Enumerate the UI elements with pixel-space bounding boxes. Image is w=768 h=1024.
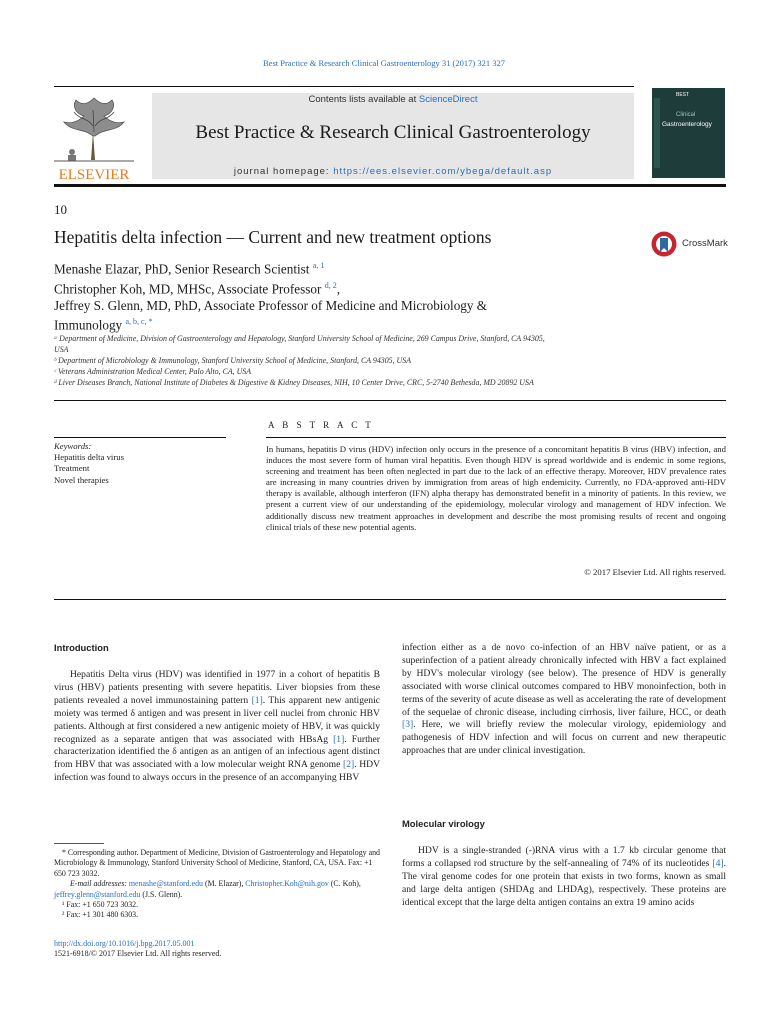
keyword-item: Hepatitis delta virus [54, 452, 124, 463]
article-number: 10 [54, 202, 67, 217]
affiliation-a: ᵃ Department of Medicine, Division of Gastroenterology and Hepatology, Stanford University School of Medicine, 269 Campus Drive, Stanford, CA 94305, [54, 334, 545, 343]
footnote-rule [54, 843, 104, 844]
keyword-item: Treatment [54, 463, 90, 474]
abstract-text: In humans, hepatitis D virus (HDV) infection only occurs in the presence of a concomitant hepatitis B virus (HBV) infection, and induces the most severe form of human viral hepatitis. Even though HDV is spread worldwide and is endemic in some regions, screening and treatment has been often neglected in part due to the lack of an effective therapy. Moreover, HDV prevalence rates are increasing in many countries driven by immigration from areas of high endemicity. Currently, no FDA-approved anti-HDV therapy is available, although interferon (IFN) alpha therapy has demonstrated benefit in a minority of patients. In this review, we present a current view of our understanding of the epidemiology, molecular virology and management of HDV infection. We additionally discuss new treatment approaches in development and describe the most promising results of recent and ongoing clinical trials of these new potential agents. [266, 444, 726, 532]
crossmark-icon [651, 229, 677, 259]
author-sup[interactable]: d, 2 [324, 280, 337, 290]
keyword-item: Novel therapies [54, 474, 109, 485]
contents-prefix: Contents lists available at [308, 94, 419, 105]
homepage-prefix: journal homepage: [233, 166, 334, 177]
affiliation-b: ᵇ Department of Microbiology & Immunology, Stanford University School of Medicine, Stanford, CA 94305, USA [54, 356, 412, 365]
header-bottom-rule [54, 184, 726, 187]
journal-cover-image [652, 88, 725, 178]
abstract-head-rule [266, 437, 726, 438]
email-link[interactable]: jeffrey.glenn@stanford.edu [54, 889, 141, 899]
author-elazar: Menashe Elazar, PhD, Senior Research Scientist $^{a, 1}$ [54, 261, 325, 277]
corresponding-author-note: * Corresponding author. Department of Medicine, Division of Gastroenterology and Hepatology and Microbiology & Immunology, Stanford University School of Medicine, Stanford, CA, USA. Fax: +1 650 723 3032. [54, 848, 380, 878]
doi-block [54, 939, 221, 960]
introduction-heading: Introduction [54, 642, 109, 653]
keywords-rule [54, 437, 226, 438]
email-link[interactable]: Christopher.Koh@nih.gov [245, 879, 329, 889]
crossmark-badge[interactable] [651, 229, 768, 261]
elsevier-logo [54, 92, 134, 183]
affiliation-c: ᶜ Veterans Administration Medical Center, Palo Alto, CA, USA [54, 367, 252, 376]
molecular-virology-heading: Molecular virology [402, 818, 485, 829]
email-link[interactable]: menashe@stanford.edu [128, 879, 203, 889]
introduction-paragraph: Hepatitis Delta virus (HDV) was identified in 1977 in a cohort of hepatitis B virus (HBV) patients presenting with severe hepatitis. Liver biopsies from these patients revealed a novel immunostaining pattern [1]. This apparent new antigenic moiety was termed δ antigen and was present in liver cell nuclei from chronic HBV patients. Although at first considered a new antigenic moiety of HBV, it was quickly recognized as a separate antigen that was associated with HBsAg [1]. Further characterization identified the δ antigen as an antigen of an infectious agent distinct from HBV that was associated with a low molecular weight RNA genome [2]. HDV infection was found to always occurs in the presence of an accompanying HBV [54, 669, 380, 784]
abstract-heading: A B S T R A C T [268, 420, 374, 430]
abstract-top-rule [54, 400, 726, 401]
journal-homepage-line [152, 166, 634, 177]
cover-side-stripe [654, 98, 660, 168]
crossmark-label: CrossMark [682, 238, 728, 249]
ref-link[interactable]: [3] [402, 719, 414, 731]
ref-link[interactable]: [1] [333, 733, 345, 745]
ref-link[interactable]: [2] [343, 759, 355, 771]
fax-note-2: ² Fax: +1 301 480 6303. [62, 910, 139, 920]
elsevier-wordmark: ELSEVIER [58, 167, 130, 183]
author-sup[interactable]: a, 1 [312, 261, 325, 270]
affiliations [54, 333, 654, 388]
author-glenn-cont: Immunology $^{a, b, c, *}$ [54, 317, 153, 333]
abstract-copyright: © 2017 Elsevier Ltd. All rights reserved. [584, 567, 726, 577]
elsevier-tree-icon [54, 92, 134, 164]
abstract-bottom-rule [54, 599, 726, 600]
email-note: E-mail addresses: menashe@stanford.edu (M. Elazar), Christopher.Koh@nih.gov (C. Koh), jeffrey.glenn@stanford.edu (J.S. Glenn). [54, 879, 361, 899]
journal-title: Best Practice & Research Clinical Gastroenterology [195, 122, 591, 143]
homepage-link[interactable]: https://ees.elsevier.com/ybega/default.asp [333, 166, 553, 177]
author-sup[interactable]: a, b, c, * [125, 317, 153, 327]
keywords-label: Keywords: [54, 441, 92, 451]
affiliation-a-cont: USA [54, 345, 69, 354]
author-list [54, 258, 644, 334]
issn-line: 1521-6918/© 2017 Elsevier Ltd. All rights reserved. [54, 949, 222, 959]
contents-line [152, 94, 634, 105]
journal-citation[interactable]: Best Practice & Research Clinical Gastroenterology 31 (2017) 321 327 [263, 58, 505, 68]
author-koh: Christopher Koh, MD, MHSc, Associate Professor $^{d, 2}$, [54, 280, 340, 297]
affiliation-d: ᵈ Liver Diseases Branch, National Institute of Diabetes & Digestive & Kidney Diseases, NIH, 10 Center Drive, CRC, 5-2740 Bethesda, MD 20892 USA [54, 378, 534, 387]
sciencedirect-link[interactable]: ScienceDirect [418, 94, 478, 105]
article-title: Hepatitis delta infection — Current and new treatment options [54, 227, 492, 247]
molecular-virology-paragraph: HDV is a single-stranded (-)RNA virus with a 1.7 kb circular genome that forms a collapsed rod structure by the self-annealing of 74% of its nucleotides [4]. The viral genome codes for one protein that exists in two forms, known as small and large delta antigen (SHDAg and LHDAg), respectively. These proteins are identical except that the large delta antigen contains an extra 19 amino acids [402, 845, 726, 908]
cover-line-2: Clinical [676, 112, 696, 118]
footnotes [54, 848, 380, 921]
cover-line-3: Gastroenterology [662, 121, 712, 128]
fax-note-1: ¹ Fax: +1 650 723 3032. [62, 900, 139, 910]
doi-link[interactable]: http://dx.doi.org/10.1016/j.bpg.2017.05.001 [54, 939, 195, 948]
ref-link[interactable]: [1] [251, 694, 263, 706]
cover-line-1: BEST [676, 92, 690, 98]
author-glenn: Jeffrey S. Glenn, MD, PhD, Associate Professor of Medicine and Microbiology & [54, 297, 488, 313]
header-top-rule [54, 86, 634, 87]
keywords-block [54, 441, 229, 486]
ref-link[interactable]: [4] [712, 857, 724, 869]
introduction-paragraph-cont: infection either as a de novo co-infection of an HBV naïve patient, or as a superinfection of a patient already chronically infected with HBV a fact explained by HDV's molecular virology (see below). The presence of HDV is generally associated with worse clinical outcomes compared to HBV monoinfection, both in terms of the severity of acute disease as well as accelerating the rate of development of the sequelae of chronic disease, including cirrhosis, liver failure, HCC, or death [3]. Here, we will briefly review the molecular virology, epidemiology and pathogenesis of HDV infection and will focus on current and new therapeutic approaches that are under clinical investigation. [402, 642, 726, 757]
